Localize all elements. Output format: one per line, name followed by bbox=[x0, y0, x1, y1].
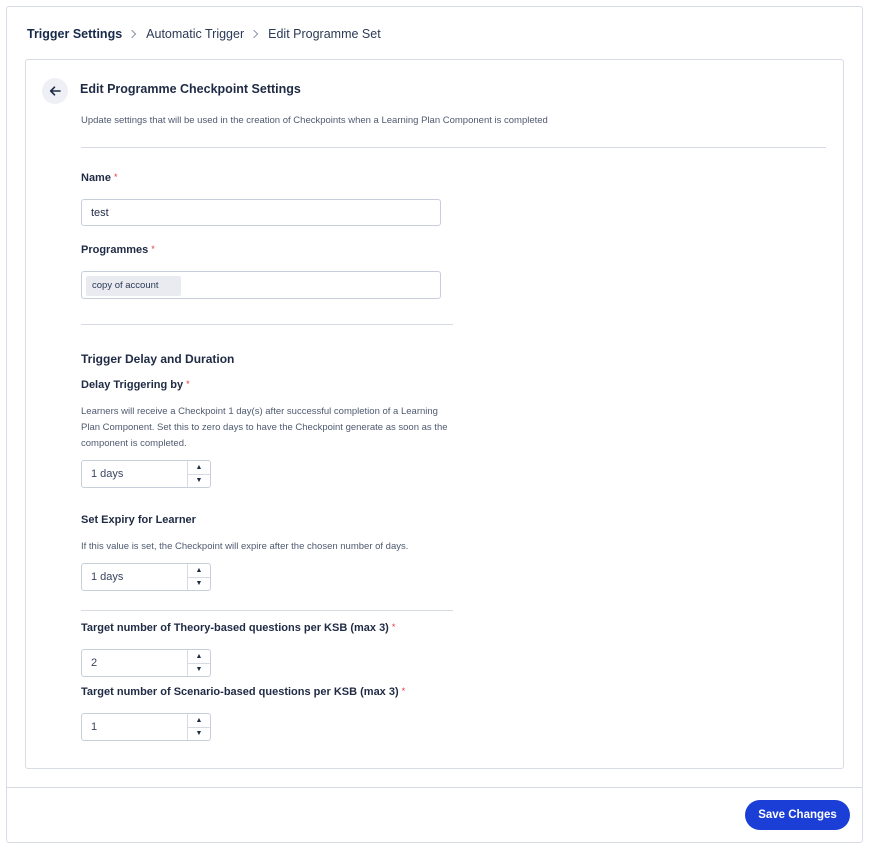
breadcrumb bbox=[27, 25, 381, 43]
theory-questions-value[interactable]: 2 bbox=[91, 657, 98, 669]
increment-icon[interactable]: ▲ bbox=[195, 463, 203, 471]
expiry-label: Set Expiry for Learner bbox=[81, 514, 196, 526]
breadcrumb-edit-programme-set: Edit Programme Set bbox=[268, 27, 381, 41]
decrement-icon[interactable]: ▼ bbox=[188, 663, 210, 677]
save-changes-button[interactable]: Save Changes bbox=[745, 800, 850, 830]
programme-tag[interactable]: copy of account bbox=[86, 276, 181, 296]
expiry-value[interactable]: 1 days bbox=[91, 571, 124, 583]
theory-questions-label: Target number of Theory-based questions per KSB (max 3) * bbox=[81, 622, 396, 634]
delay-stepper[interactable] bbox=[81, 460, 211, 488]
footer-divider bbox=[7, 787, 862, 788]
settings-panel bbox=[6, 6, 863, 843]
increment-icon[interactable]: ▲ bbox=[195, 716, 203, 724]
chevron-right-icon bbox=[128, 30, 136, 38]
section-divider bbox=[81, 324, 453, 325]
theory-questions-stepper[interactable] bbox=[81, 649, 211, 677]
required-marker: * bbox=[391, 622, 396, 632]
required-marker: * bbox=[113, 172, 118, 182]
delay-value[interactable]: 1 days bbox=[91, 468, 124, 480]
programmes-label: Programmes * bbox=[81, 244, 155, 256]
name-input[interactable] bbox=[81, 199, 441, 226]
name-label: Name * bbox=[81, 172, 118, 184]
delay-help-text: Learners will receive a Checkpoint 1 day(s) after successful completion of a Learning Plan Component. Set this to zero days to have the Checkpoint generate as soon as the component is completed. bbox=[81, 406, 448, 449]
increment-icon[interactable]: ▲ bbox=[195, 652, 203, 660]
decrement-icon[interactable]: ▼ bbox=[188, 577, 210, 591]
programmes-select[interactable] bbox=[81, 271, 441, 299]
trigger-section-title: Trigger Delay and Duration bbox=[81, 352, 235, 366]
required-marker: * bbox=[401, 686, 406, 696]
chevron-right-icon bbox=[250, 30, 258, 38]
page-subtitle: Update settings that will be used in the creation of Checkpoints when a Learning Plan Component is completed bbox=[81, 115, 548, 126]
increment-icon[interactable]: ▲ bbox=[195, 566, 203, 574]
decrement-icon[interactable]: ▼ bbox=[188, 474, 210, 488]
required-marker: * bbox=[186, 379, 190, 389]
required-marker: * bbox=[151, 244, 155, 254]
decrement-icon[interactable]: ▼ bbox=[188, 727, 210, 741]
breadcrumb-trigger-settings[interactable]: Trigger Settings bbox=[27, 27, 123, 41]
arrow-left-icon bbox=[49, 85, 61, 97]
breadcrumb-automatic-trigger[interactable]: Automatic Trigger bbox=[146, 27, 245, 41]
page-title: Edit Programme Checkpoint Settings bbox=[80, 82, 301, 96]
scenario-questions-label: Target number of Scenario-based questions per KSB (max 3) * bbox=[81, 686, 406, 698]
expiry-help-text: If this value is set, the Checkpoint will expire after the chosen number of days. bbox=[81, 541, 409, 552]
delay-label: Delay Triggering by * bbox=[81, 379, 190, 391]
checkpoint-settings-card bbox=[25, 59, 844, 769]
expiry-stepper[interactable] bbox=[81, 563, 211, 591]
section-divider bbox=[81, 610, 453, 611]
header-divider bbox=[81, 147, 826, 148]
scenario-questions-value[interactable]: 1 bbox=[91, 721, 98, 733]
back-button[interactable] bbox=[42, 78, 68, 104]
scenario-questions-stepper[interactable] bbox=[81, 713, 211, 741]
